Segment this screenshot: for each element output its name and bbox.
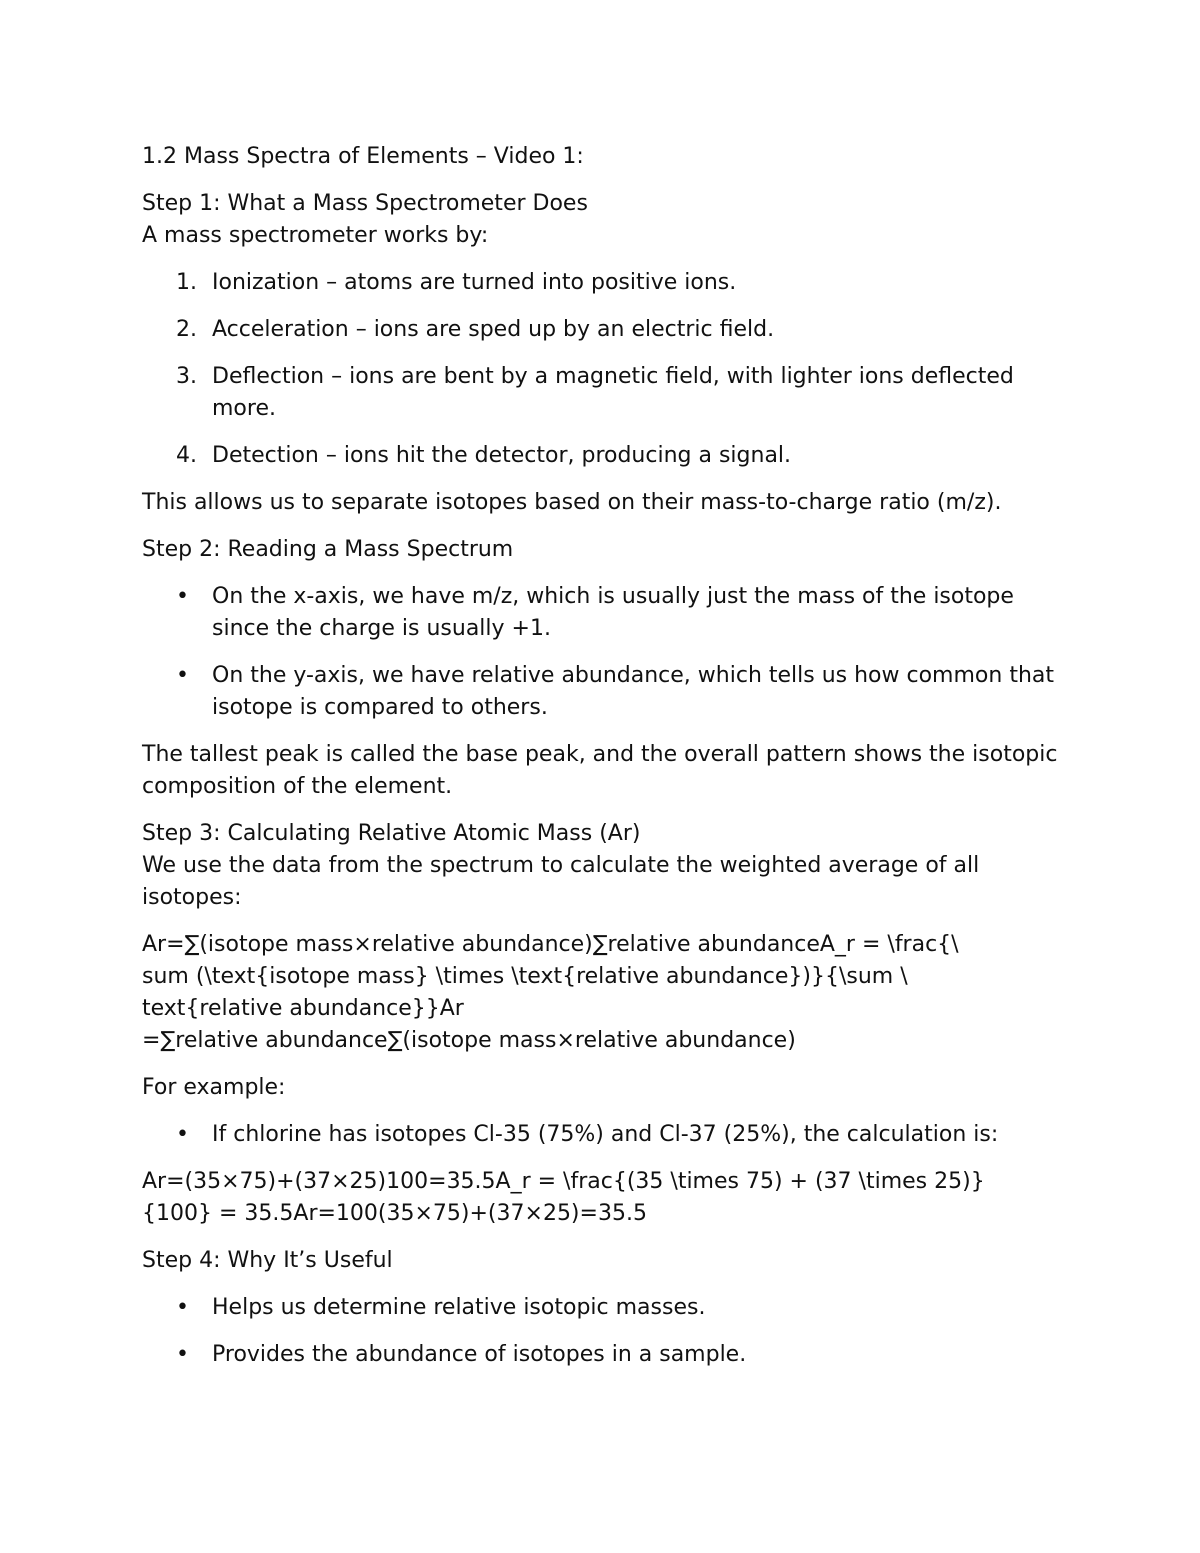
list-item — [142, 267, 1062, 299]
list-item-text: Provides the abundance of isotopes in a sample. — [212, 1342, 747, 1367]
calculation-block — [142, 1166, 1062, 1230]
list-item-text: Deflection – ions are bent by a magnetic field, with lighter ions deflected more. — [212, 364, 1014, 421]
list-item-text: On the x-axis, we have m/z, which is usually just the mass of the isotope since the charge is usually +1. — [212, 584, 1014, 641]
calculation-line: {100} = 35.5Ar=100(35×75)+(37×25)=35.5 — [142, 1201, 647, 1226]
step4-heading: Step 4: Why It’s Useful — [142, 1248, 393, 1273]
step1-intro: A mass spectrometer works by: — [142, 223, 489, 248]
formula-block — [142, 929, 1062, 1057]
formula-line: text{relative abundance}}Ar — [142, 996, 464, 1021]
calculation-line: Ar=(35×75)+(37×25)100=35.5A_r = \frac{(35 \times 75) + (37 \times 25)} — [142, 1169, 985, 1194]
list-item-text: Ionization – atoms are turned into positive ions. — [212, 270, 737, 295]
list-marker: 4. — [176, 443, 197, 468]
list-item — [142, 440, 1062, 472]
list-item — [142, 1292, 1062, 1324]
list-item-text: Detection – ions hit the detector, producing a signal. — [212, 443, 792, 468]
list-item-text: Helps us determine relative isotopic masses. — [212, 1295, 706, 1320]
list-item — [142, 581, 1062, 645]
example-list — [142, 1119, 1062, 1151]
list-item — [142, 314, 1062, 346]
bullet-icon: • — [176, 663, 189, 688]
bullet-icon: • — [176, 1295, 189, 1320]
document-title: 1.2 Mass Spectra of Elements – Video 1: — [142, 144, 584, 169]
step1-heading: Step 1: What a Mass Spectrometer Does — [142, 191, 588, 216]
step2-list — [142, 581, 1062, 724]
list-item-text: Acceleration – ions are sped up by an electric field. — [212, 317, 775, 342]
bullet-icon: • — [176, 584, 189, 609]
bullet-icon: • — [176, 1122, 189, 1147]
step3-intro: We use the data from the spectrum to calculate the weighted average of all isotopes: — [142, 853, 980, 910]
list-item — [142, 1119, 1062, 1151]
list-item — [142, 1339, 1062, 1371]
list-item — [142, 660, 1062, 724]
formula-line: =∑relative abundance∑(isotope mass×relative abundance) — [142, 1028, 796, 1053]
list-item — [142, 361, 1062, 425]
list-marker: 1. — [176, 270, 197, 295]
step2-summary: The tallest peak is called the base peak, and the overall pattern shows the isotopic composition of the element. — [142, 742, 1058, 799]
document-page — [142, 141, 1062, 1371]
step3-heading: Step 3: Calculating Relative Atomic Mass (Ar) — [142, 821, 641, 846]
formula-line: Ar=∑(isotope mass×relative abundance)∑relative abundanceA_r = \frac{\ — [142, 932, 959, 957]
list-marker: 3. — [176, 364, 197, 389]
list-item-text: On the y-axis, we have relative abundance, which tells us how common that isotope is compared to others. — [212, 663, 1054, 720]
step4-list — [142, 1292, 1062, 1371]
example-label: For example: — [142, 1075, 286, 1100]
step1-list — [142, 267, 1062, 472]
step1-summary: This allows us to separate isotopes based on their mass-to-charge ratio (m/z). — [142, 490, 1002, 515]
list-item-text: If chlorine has isotopes Cl-35 (75%) and Cl-37 (25%), the calculation is: — [212, 1122, 999, 1147]
list-marker: 2. — [176, 317, 197, 342]
step2-heading: Step 2: Reading a Mass Spectrum — [142, 537, 514, 562]
formula-line: sum (\text{isotope mass} \times \text{relative abundance})}{\sum \ — [142, 964, 908, 989]
bullet-icon: • — [176, 1342, 189, 1367]
